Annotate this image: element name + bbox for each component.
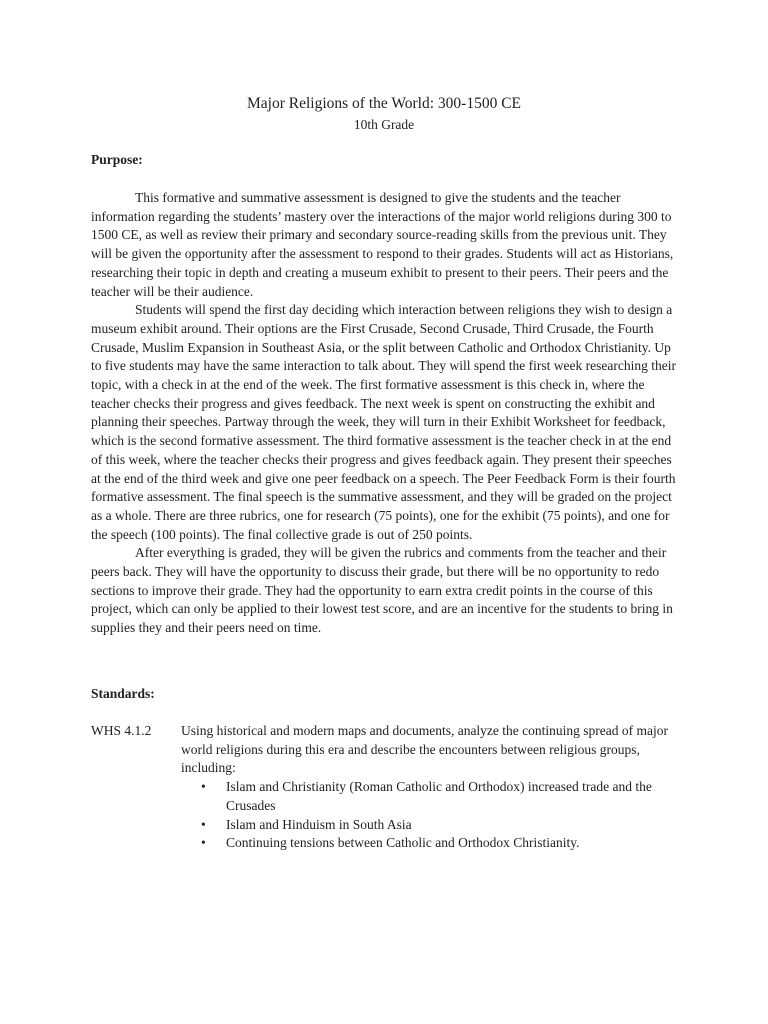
document-title: Major Religions of the World: 300-1500 CE [247, 95, 521, 112]
purpose-body [91, 189, 681, 638]
paragraph: After everything is graded, they will be given the rubrics and comments from the teacher and their peers back. They will have the opportunity to discuss their grade, but there will be no opportunity to redo sections to improve their grade. They had the opportunity to earn extra credit points in the course of this project, which can only be applied to their lowest test score, and are an incentive for the students to bring in supplies they and their peers need on time. [91, 545, 673, 636]
document-subtitle: 10th Grade [353, 117, 415, 132]
standard-bullet-list [181, 778, 681, 853]
standard-text: Using historical and modern maps and documents, analyze the continuing spread of major world religions during this era and describe the encounters between religious groups, including: [181, 723, 668, 776]
list-item [181, 778, 681, 815]
bullet-icon: • [201, 779, 206, 795]
standards-heading: Standards: [91, 686, 155, 701]
list-item [181, 834, 681, 853]
paragraph: This formative and summative assessment is designed to give the students and the teacher information regarding the students’ mastery over the interactions of the major world religions during 300 to 1500 CE, as well as review their primary and secondary source-reading skills from the previous unit. They will be given the opportunity after the assessment to respond to their grades. Students will act as Historians, researching their topic in depth and creating a museum exhibit to present to their peers. Their peers and the teacher will be their audience. [91, 190, 674, 299]
standard-description [181, 722, 681, 853]
list-item [181, 816, 681, 835]
paragraph: Students will spend the first day deciding which interaction between religions they wish to design a museum exhibit around. Their options are the First Crusade, Second Crusade, Third Crusade, the Fourth Crusade, Muslim Expansion in Southeast Asia, or the split between Catholic and Orthodox Christianity. Up to five students may have the same interaction to talk about. They will spend the first week researching their topic, with a check in at the end of the week. The first formative assessment is this check in, where the teacher checks their progress and gives feedback. The next week is spent on constructing the exhibit and planning their speeches. Partway through the week, they will turn in their Exhibit Worksheet for feedback, which is the second formative assessment. The third formative assessment is the teacher check in at the end of this week, where the teacher checks their progress and gives feedback again. They present their speeches at the end of the third week and give one peer feedback on a speech. The Peer Feedback Form is their fourth formative assessment. The final speech is the summative assessment, and they will be graded on the project as a whole. There are three rubrics, one for research (75 points), one for the exhibit (75 points), and one for the speech (100 points). The final collective grade is out of 250 points. [91, 302, 676, 542]
bullet-icon: • [201, 816, 206, 832]
bullet-icon: • [201, 835, 206, 851]
purpose-heading: Purpose: [91, 152, 143, 167]
list-item-text: Continuing tensions between Catholic and Orthodox Christianity. [226, 835, 580, 851]
list-item-text: Islam and Christianity (Roman Catholic and Orthodox) increased trade and the Crusades [226, 779, 652, 813]
standard-code: WHS 4.1.2 [91, 723, 152, 738]
list-item-text: Islam and Hinduism in South Asia [226, 816, 412, 832]
